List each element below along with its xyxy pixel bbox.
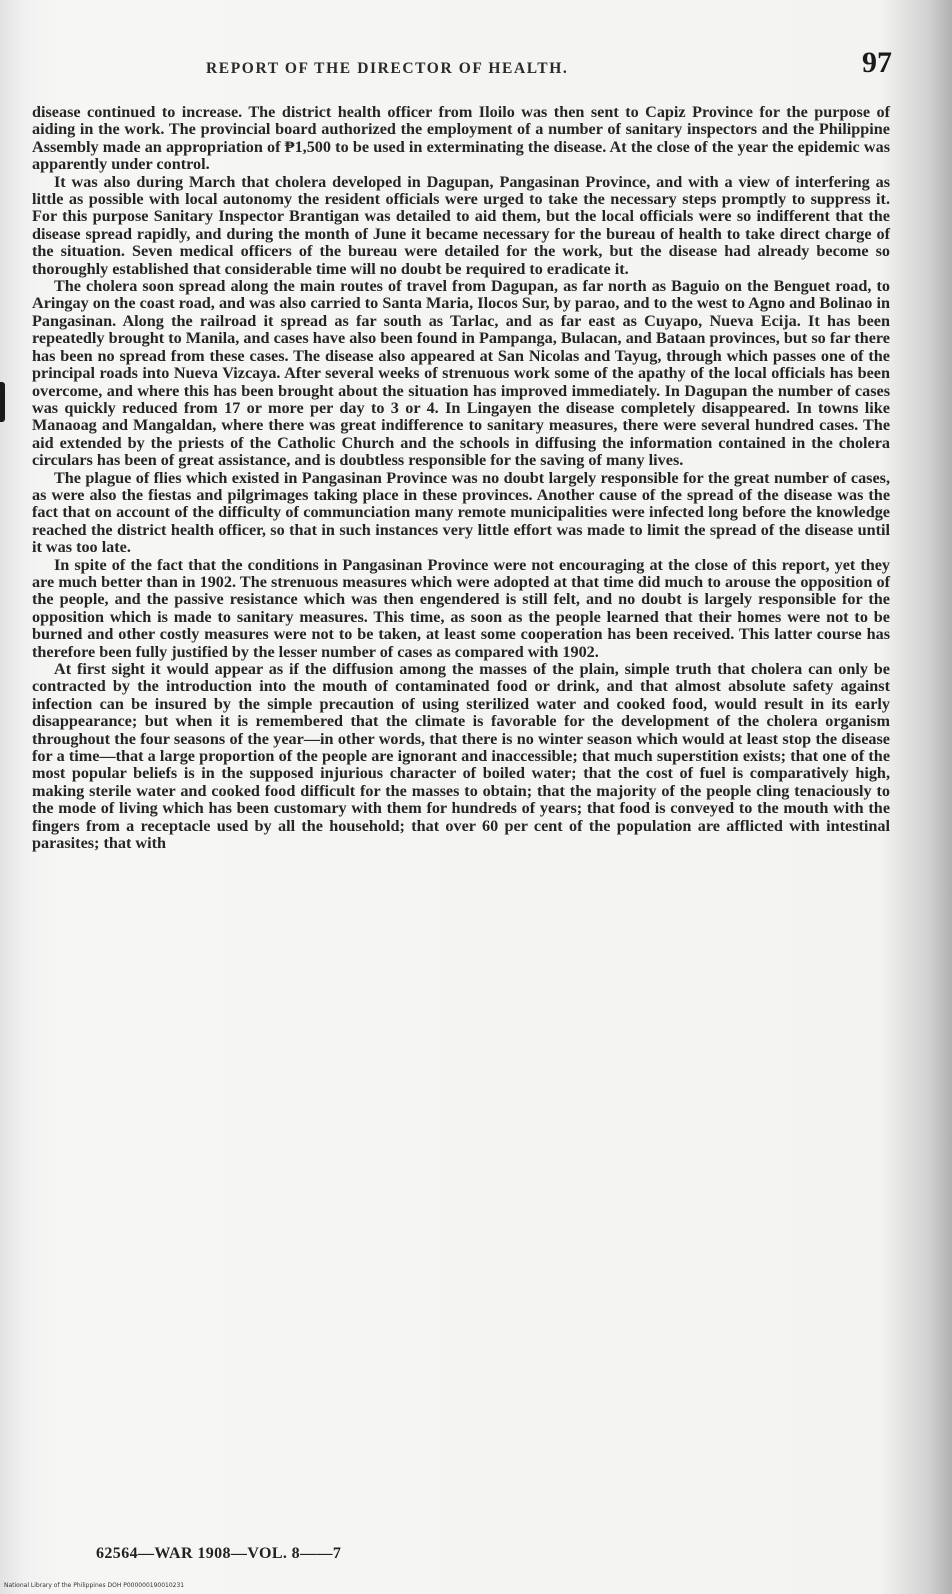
report-body xyxy=(32,104,890,852)
scan-shadow-edge xyxy=(930,0,952,1594)
page-number: 97 xyxy=(862,46,892,79)
paragraph-4: The plague of flies which existed in Pangasinan Province was no doubt largely responsible for the great number of cases, as were also the fiestas and pilgrimages taking place in these provinces. Another cause of the spread of the disease was the fact that on account of the difficulty of communciation many remote municipalities were infected long before the knowledge reached the district health officer, so that in such instances very little effort was made to limit the spread of the disease until it was too late. xyxy=(32,468,890,557)
paragraph-3: The cholera soon spread along the main routes of travel from Dagupan, as far north as Baguio on the Benguet road, to Aringay on the coast road, and was also carried to Santa Maria, Ilocos Sur, by parao, and to the west to Agno and Bolinao in Pangasinan. Along the railroad it spread as far south as Tarlac, and as far east as Cuyapo, Nueva Ecija. It has been repeatedly brought to Manila, and cases have also been found in Pampanga, Bulacan, and Bataan provinces, but so far there has been no spread from these cases. The disease also appeared at San Nicolas and Tayug, through which passes one of the principal roads into Nueva Vizcaya. After several weeks of strenuous work some of the apathy of the local officials has been overcome, and where this has been brought about the situation has improved immediately. In Dagupan the number of cases was quickly reduced from 17 or more per day to 3 or 4. In Lingayen the disease completely disappeared. In towns like Manaoag and Mangaldan, where there was great indifference to sanitary measures, there were several hundred cases. The aid extended by the priests of the Catholic Church and the schools in diffusing the information contained in the cholera circulars has been of great assistance, and is doubtless responsible for the saving of many lives. xyxy=(32,277,890,470)
scan-margin-mark xyxy=(0,382,5,422)
paragraph-2: It was also during March that cholera developed in Dagupan, Pangasinan Province, and with a view of interfering as little as possible with local autonomy the resident officials were urged to take the necessary steps promptly to suppress it. For this purpose Sanitary Inspector Brantigan was detailed to aid them, but the local officials were so indifferent that the disease spread rapidly, and during the month of June it became necessary for the bureau of health to take direct charge of the situation. Seven medical officers of the bureau were detailed for the work, but the disease had already become so thoroughly established that considerable time will no doubt be required to eradicate it. xyxy=(32,172,890,278)
paragraph-1: disease continued to increase. The district health officer from Iloilo was then sent to Capiz Province for the purpose of aiding in the work. The provincial board authorized the employment of a number of sanitary inspectors and the Philippine Assembly made an appropriation of ₱1,500 to be used in exterminating the disease. At the close of the year the epidemic was apparently under control. xyxy=(32,103,890,174)
paragraph-5: In spite of the fact that the conditions in Pangasinan Province were not encouraging at the close of this report, yet they are much better than in 1902. The strenuous measures which were adopted at that time did much to arouse the opposition of the people, and the passive resistance which was then engendered is still felt, and no doubt is largely responsible for the opposition which is made to sanitary measures. This time, as soon as the people learned that their homes were not to be burned and other costly measures were not to be taken, at least some cooperation has been received. This latter course has therefore been fully justified by the lesser number of cases as compared with 1902. xyxy=(32,555,890,661)
scan-credit-line: National Library of the Philippines DOH P000000190010231 xyxy=(4,1582,185,1589)
paragraph-6: At first sight it would appear as if the diffusion among the masses of the plain, simple truth that cholera can only be contracted by the introduction into the mouth of contaminated food or drink, and that almost absolute safety against infection can be insured by the simple precaution of using sterilized water and cooked food, would result in its early disappearance; but when it is remembered that the climate is favorable for the development of the cholera organism throughout the four seasons of the year—in other words, that there is no winter season which would at least stop the disease for a time—that a large proportion of the people are ignorant and inaccessible; that much superstition exists; that one of the most popular beliefs is in the supposed injurious character of boiled water; that the cost of fuel is comparatively high, making sterile water and cooked food difficult for the masses to obtain; that the majority of the people cling tenaciously to the mode of living which has been customary with them for hundreds of years; that food is conveyed to the mouth with the fingers from a receptacle used by all the household; that over 60 per cent of the population are afflicted with intestinal parasites; that with xyxy=(32,660,890,853)
running-header: REPORT OF THE DIRECTOR OF HEALTH. xyxy=(206,60,569,77)
printer-signature: 62564—WAR 1908—VOL. 8——7 xyxy=(96,1545,342,1562)
